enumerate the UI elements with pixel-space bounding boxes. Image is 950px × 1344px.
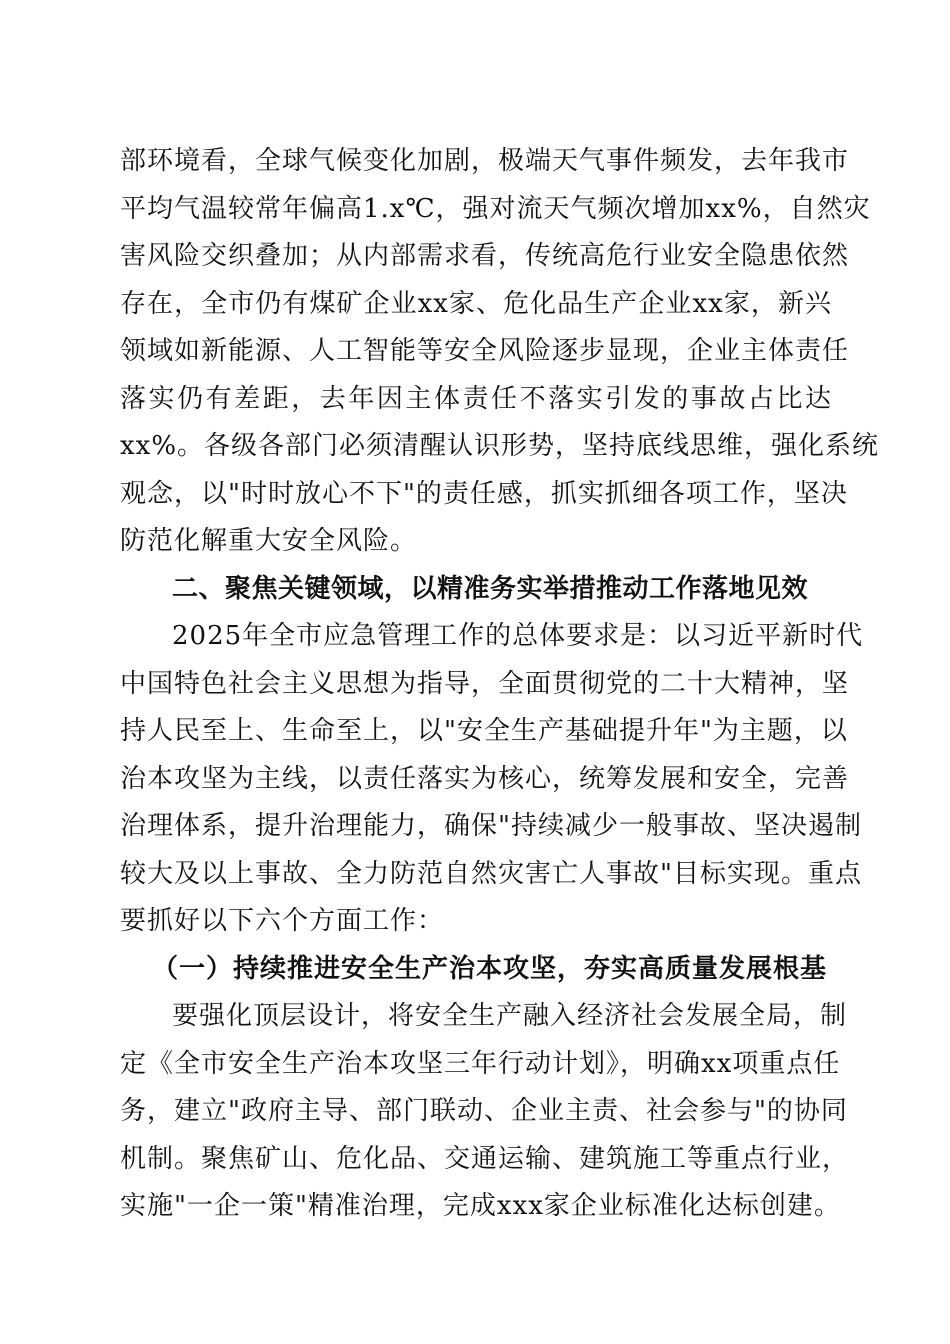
paragraph-line: 领域如新能源、人工智能等安全风险逐步显现，企业主体责任 (120, 336, 850, 366)
paragraph-line: 部环境看，全球气候变化加剧，极端天气事件频发，去年我市 (120, 146, 850, 176)
paragraph-line: 存在，全市仍有煤矿企业xx家、危化品生产企业xx家，新兴 (120, 289, 832, 319)
paragraph-line: 务，建立"政府主导、部门联动、企业主责、社会参与"的协同 (120, 1096, 848, 1126)
subsection-heading: （一）持续推进安全生产治本攻坚，夯实高质量发展根基 (152, 954, 828, 984)
paragraph-line: 实施"一企一策"精准治理，完成xxx家企业标准化达标创建。 (120, 1191, 841, 1221)
paragraph-line: 害风险交织叠加；从内部需求看，传统高危行业安全隐患依然 (120, 241, 850, 271)
paragraph-line: 较大及以上事故、全力防范自然灾害亡人事故"目标实现。重点 (120, 859, 862, 889)
paragraph-line: 持人民至上、生命至上，以"安全生产基础提升年"为主题，以 (120, 716, 848, 746)
paragraph-line: 治理体系，提升治理能力，确保"持续减少一般事故、坚决遏制 (120, 811, 862, 841)
paragraph-line: 平均气温较常年偏高1.x℃，强对流天气频次增加xx%，自然灾 (120, 194, 871, 224)
paragraph-line: 定《全市安全生产治本攻坚三年行动计划》，明确xx项重点任 (120, 1049, 841, 1079)
section-heading: 二、聚焦关键领域，以精准务实举措推动工作落地见效 (172, 574, 809, 604)
paragraph-line: 中国特色社会主义思想为指导，全面贯彻党的二十大精神，坚 (120, 669, 850, 699)
paragraph-line: xx%。各级各部门必须清醒认识形势，坚持底线思维，强化系统 (120, 431, 880, 461)
paragraph-line: 2025年全市应急管理工作的总体要求是：以习近平新时代 (172, 621, 864, 651)
paragraph-line: 机制。聚焦矿山、危化品、交通运输、建筑施工等重点行业， (120, 1144, 850, 1174)
paragraph-line: 要强化顶层设计，将安全生产融入经济社会发展全局，制 (172, 1001, 848, 1031)
paragraph-line: 要抓好以下六个方面工作： (120, 906, 445, 936)
paragraph-line: 落实仍有差距，去年因主体责任不落实引发的事故占比达 (120, 384, 832, 414)
paragraph-line: 防范化解重大安全风险。 (120, 526, 418, 556)
paragraph-line: 观念，以"时时放心不下"的责任感，抓实抓细各项工作，坚决 (120, 479, 848, 509)
paragraph-line: 治本攻坚为主线，以责任落实为核心，统筹发展和安全，完善 (120, 764, 850, 794)
